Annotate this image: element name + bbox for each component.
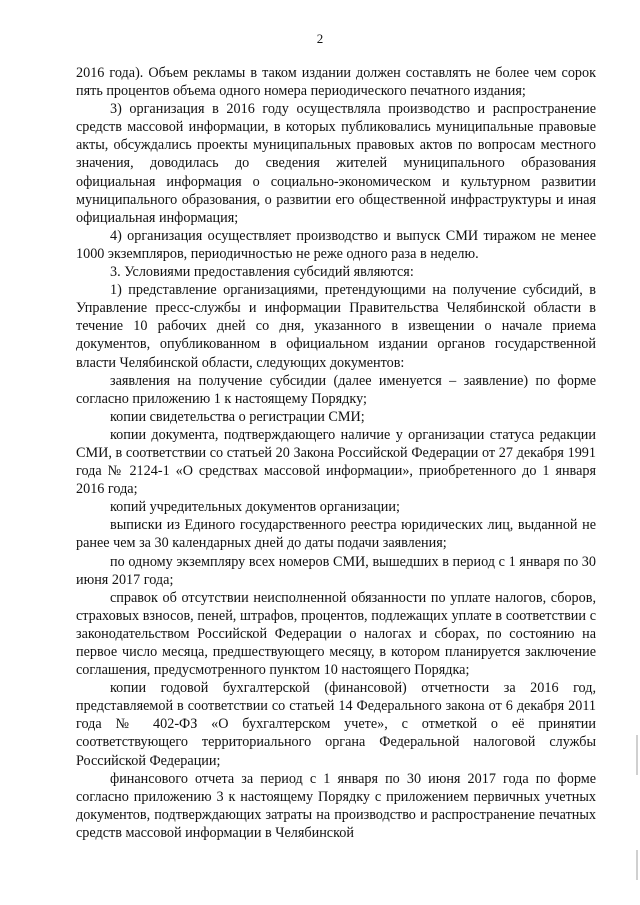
paragraph-condition-3: 3) организация в 2016 году осуществляла производство и распространение средств массовой информации, в которых публиковались муниципальные правовые акты, обсуждались проекты муниципальных правовых актов по вопросам местного значения, доводилась до сведения жителей муниципального образования официальная информация о социально-экономическом и культурном развитии муниципального образования, о развитии его общественной инфраструктуры и иная официальная информация; bbox=[76, 101, 596, 226]
paragraph-continuation: 2016 года). Объем рекламы в таком издании должен составлять не более чем сорок пять процентов объема одного номера периодического печатного издания; bbox=[76, 65, 596, 100]
document-body bbox=[76, 64, 596, 842]
paragraph-item-1: 1) представление организациями, претендующими на получение субсидий, в Управление пресс-службы и информации Правительства Челябинской области в течение 10 рабочих дней со дня, указанного в извещении о начале приема документов, опубликованном в официальном издании органов государственной власти Челябинской области, следующих документов: bbox=[76, 282, 596, 371]
paragraph-financial-report: финансового отчета за период с 1 января по 30 июня 2017 года по форме согласно приложению 3 к настоящему Порядку с приложением первичных учетных документов, подтверждающих затраты на производство и распространение печатных средств массовой информации в Челябинской bbox=[76, 770, 596, 841]
scan-edge-mark bbox=[636, 850, 638, 880]
scan-edge-mark bbox=[636, 735, 638, 775]
paragraph-application: заявления на получение субсидии (далее именуется – заявление) по форме согласно приложению 1 к настоящему Порядку; bbox=[76, 372, 596, 407]
paragraph-condition-4: 4) организация осуществляет производство и выпуск СМИ тиражом не менее 1000 экземпляров, периодичностью не реже одного раза в неделю. bbox=[76, 227, 596, 262]
page-number: 2 bbox=[316, 31, 324, 46]
paragraph-annual-accounts: копии годовой бухгалтерской (финансовой) отчетности за 2016 год, представляемой в соответствии со статьей 14 Федерального закона от 6 декабря 2011 года № 402-ФЗ «О бухгалтерском учете», с отметкой о её принятии соответствующего территориального органа Федеральной налоговой службы Российской Федерации; bbox=[76, 680, 596, 769]
paragraph-registration-copy: копии свидетельства о регистрации СМИ; bbox=[110, 408, 365, 425]
paragraph-section-3-heading: 3. Условиями предоставления субсидий являются: bbox=[110, 264, 414, 281]
paragraph-issues-copies: по одному экземпляру всех номеров СМИ, вышедших в период с 1 января по 30 июня 2017 года; bbox=[76, 553, 596, 588]
paragraph-editorial-status: копии документа, подтверждающего наличие у организации статуса редакции СМИ, в соответствии со статьей 20 Закона Российской Федерации от 27 декабря 1991 года № 2124-1 «О средствах массовой информации», приобретенного до 1 января 2016 года; bbox=[76, 426, 596, 498]
paragraph-founding-documents: копий учредительных документов организации; bbox=[110, 499, 400, 516]
paragraph-tax-certificates: справок об отсутствии неисполненной обязанности по уплате налогов, сборов, страховых взносов, пеней, штрафов, процентов, подлежащих уплате в соответствии с законодательством Российской Федерации о налогах и сборах, по состоянию на первое число месяца, предшествующего месяцу, в котором планируется заключение соглашения, предусмотренного пунктом 10 настоящего Порядка; bbox=[76, 589, 596, 679]
paragraph-registry-extract: выписки из Единого государственного реестра юридических лиц, выданной не ранее чем за 30 календарных дней до даты подачи заявления; bbox=[76, 517, 596, 552]
